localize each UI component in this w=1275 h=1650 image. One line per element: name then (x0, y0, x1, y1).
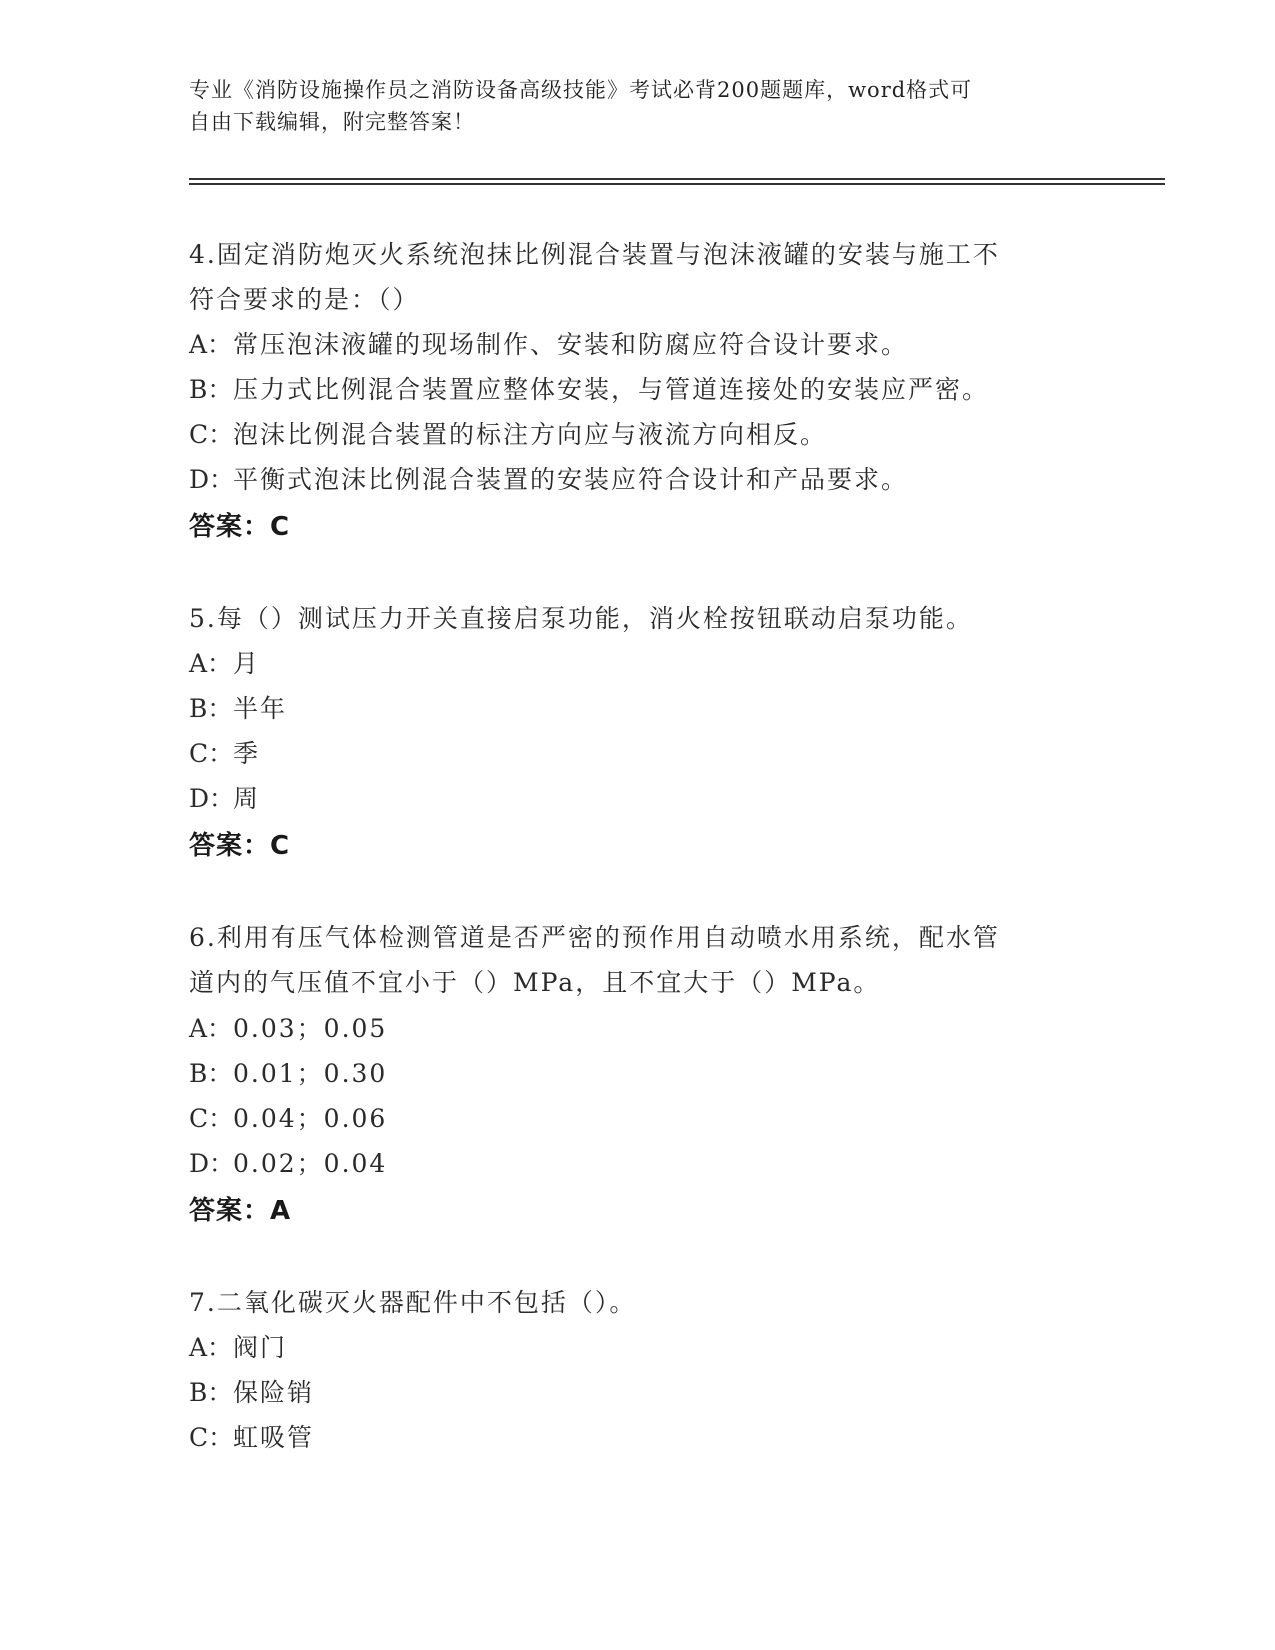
question-6-option-d (189, 1144, 387, 1180)
option-label: C： (189, 1104, 234, 1133)
question-7-option-c (189, 1418, 314, 1454)
option-label: A： (189, 1014, 233, 1043)
question-7-stem-line-1: 7.二氧化碳灭火器配件中不包括（）。 (189, 1288, 637, 1317)
option-text: 阀门 (233, 1333, 288, 1362)
question-5-answer: 答案：C (189, 831, 291, 861)
question-4-option-c (189, 415, 827, 451)
option-label: D： (189, 465, 235, 494)
option-text: 0.02；0.04 (233, 1149, 388, 1178)
option-label: A： (189, 1333, 233, 1362)
option-text: 周 (233, 784, 261, 813)
option-text: 季 (233, 739, 261, 768)
option-label: B： (189, 375, 233, 404)
question-4-stem-line-1: 4.固定消防炮灭火系统泡抹比例混合装置与泡沫液罐的安装与施工不 (189, 240, 1000, 269)
option-label: C： (189, 739, 234, 768)
option-label: A： (189, 649, 233, 678)
option-text: 平衡式泡沫比例混合装置的安装应符合设计和产品要求。 (233, 465, 909, 494)
header-divider-bottom (189, 183, 1165, 185)
question-5-option-d (189, 779, 260, 815)
header-line-1: 专业《消防设施操作员之消防设备高级技能》考试必背200题题库，word格式可 (189, 78, 973, 102)
question-6-stem-line-2: 道内的气压值不宜小于（）MPa，且不宜大于（）MPa。 (189, 968, 881, 997)
option-text: 压力式比例混合装置应整体安装，与管道连接处的安装应严密。 (233, 375, 990, 404)
option-label: B： (189, 1378, 233, 1407)
option-text: 0.03；0.05 (233, 1014, 388, 1043)
option-label: C： (189, 1423, 234, 1452)
option-label: D： (189, 784, 235, 813)
question-4-answer: 答案：C (189, 512, 291, 542)
question-4-option-b (189, 370, 989, 406)
question-6-option-a (189, 1009, 387, 1045)
question-5-option-c (189, 734, 260, 770)
option-label: B： (189, 694, 233, 723)
question-5-option-b (189, 689, 287, 725)
question-4-option-a (189, 325, 908, 361)
header-divider-top (189, 178, 1165, 180)
question-4-option-d (189, 460, 908, 496)
option-text: 0.01；0.30 (233, 1059, 388, 1088)
question-4-stem-line-2: 符合要求的是：（） (189, 285, 420, 314)
option-text: 半年 (233, 694, 288, 723)
option-label: D： (189, 1149, 235, 1178)
question-5-option-a (189, 644, 260, 680)
question-6-option-c (189, 1099, 387, 1135)
option-text: 0.04；0.06 (233, 1104, 388, 1133)
question-7-option-b (189, 1373, 314, 1409)
question-7-option-a (189, 1328, 287, 1364)
question-6-stem-line-1: 6.利用有压气体检测管道是否严密的预作用自动喷水用系统，配水管 (189, 923, 1000, 952)
option-text: 保险销 (233, 1378, 315, 1407)
option-text: 泡沫比例混合装置的标注方向应与液流方向相反。 (233, 420, 828, 449)
option-text: 常压泡沫液罐的现场制作、安装和防腐应符合设计要求。 (233, 330, 909, 359)
option-label: C： (189, 420, 234, 449)
question-5-stem-line-1: 5.每（）测试压力开关直接启泵功能，消火栓按钮联动启泵功能。 (189, 604, 973, 633)
option-text: 月 (233, 649, 261, 678)
question-6-answer: 答案：A (189, 1196, 292, 1226)
option-text: 虹吸管 (233, 1423, 315, 1452)
document-header (189, 74, 1089, 138)
header-line-2: 自由下载编辑，附完整答案！ (189, 110, 475, 134)
question-6-option-b (189, 1054, 387, 1090)
option-label: A： (189, 330, 233, 359)
option-label: B： (189, 1059, 233, 1088)
